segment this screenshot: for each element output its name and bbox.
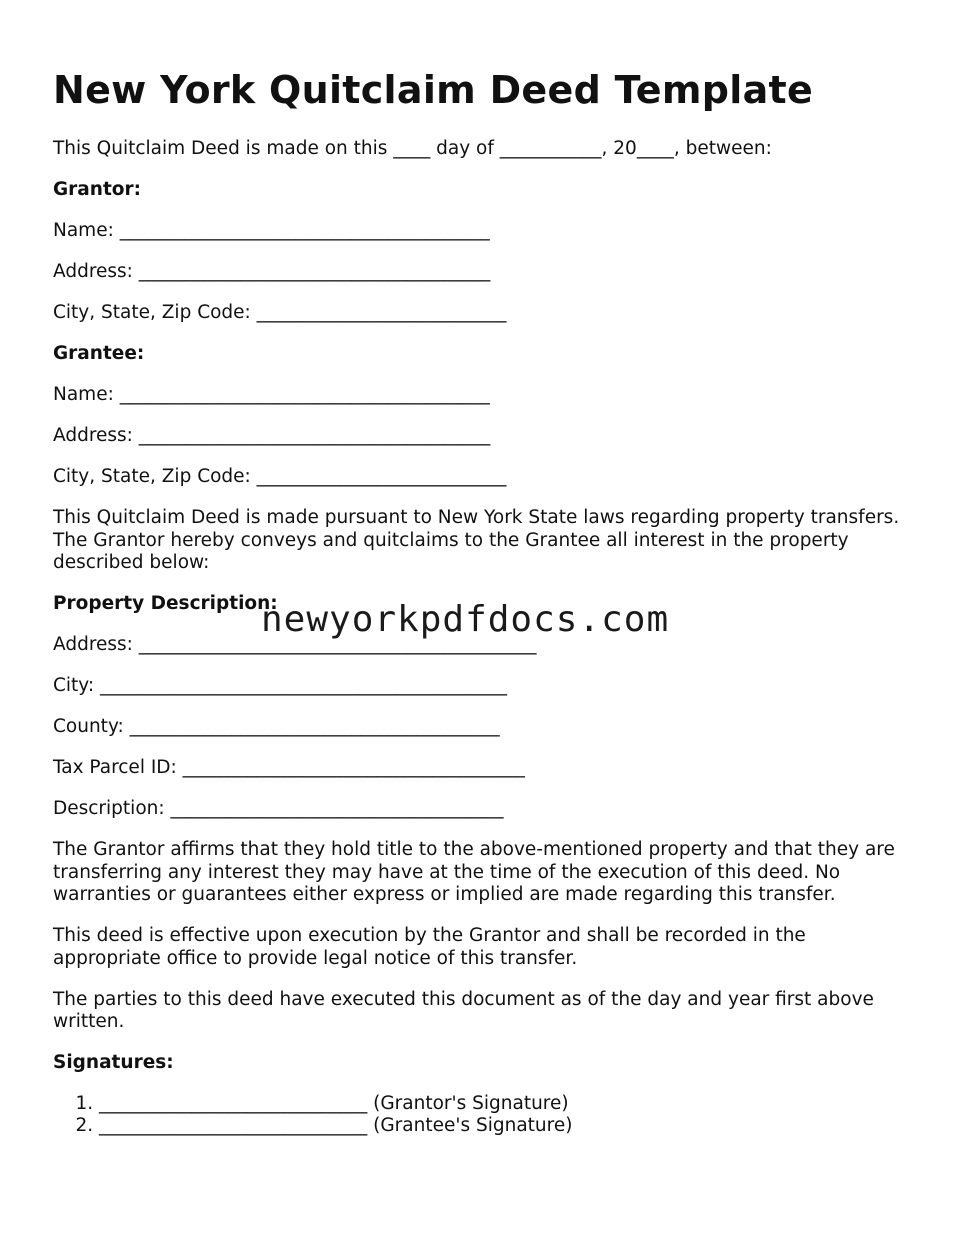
grantee-name-field: Name: ________________________________________	[53, 384, 490, 405]
property-address-field: Address: ___________________________________________	[53, 634, 537, 655]
grantee-heading: Grantee:	[53, 343, 145, 364]
grantor-city-state-zip-field: City, State, Zip Code: ___________________________	[53, 302, 507, 323]
grantee-address-field: Address: ______________________________________	[53, 425, 491, 446]
grantor-signature-line: 1. _____________________________ (Grantor's Signature)	[99, 1093, 913, 1115]
pursuant-paragraph: This Quitclaim Deed is made pursuant to New York State laws regarding property transfers. The Grantor hereby conveys and quitclaims to the Grantee all interest in the property described below:	[53, 507, 906, 573]
grantee-signature-line: 2. _____________________________ (Grantee's Signature)	[99, 1115, 913, 1137]
property-tax-parcel-field: Tax Parcel ID: _____________________________________	[53, 757, 525, 778]
grantee-city-state-zip-field: City, State, Zip Code: ___________________________	[53, 466, 507, 487]
grantor-name-field: Name: ________________________________________	[53, 220, 490, 241]
property-county-field: County: ________________________________________	[53, 716, 500, 737]
signatures-heading: Signatures:	[53, 1052, 174, 1073]
signature-list	[53, 1093, 913, 1137]
affirm-paragraph: The Grantor affirms that they hold title to the above-mentioned property and that they are transferring any interest they may have at the time of the execution of this deed. No warranties or guarantees either express or implied are made regarding this transfer.	[53, 839, 901, 905]
property-city-field: City: ____________________________________________	[53, 675, 508, 696]
executed-paragraph: The parties to this deed have executed this document as of the day and year first above written.	[53, 988, 880, 1032]
watermark: newyorkpdfdocs.com	[261, 599, 670, 640]
grantor-address-field: Address: ______________________________________	[53, 261, 491, 282]
property-heading: Property Description:	[53, 593, 278, 614]
intro-line: This Quitclaim Deed is made on this ____ day of ___________, 20____, between:	[53, 138, 772, 159]
effective-paragraph: This deed is effective upon execution by the Grantor and shall be recorded in the appropriate office to provide legal notice of this transfer.	[53, 925, 812, 969]
page-title: New York Quitclaim Deed Template	[53, 68, 814, 112]
grantor-heading: Grantor:	[53, 179, 142, 200]
property-description-field: Description: ____________________________________	[53, 798, 504, 819]
